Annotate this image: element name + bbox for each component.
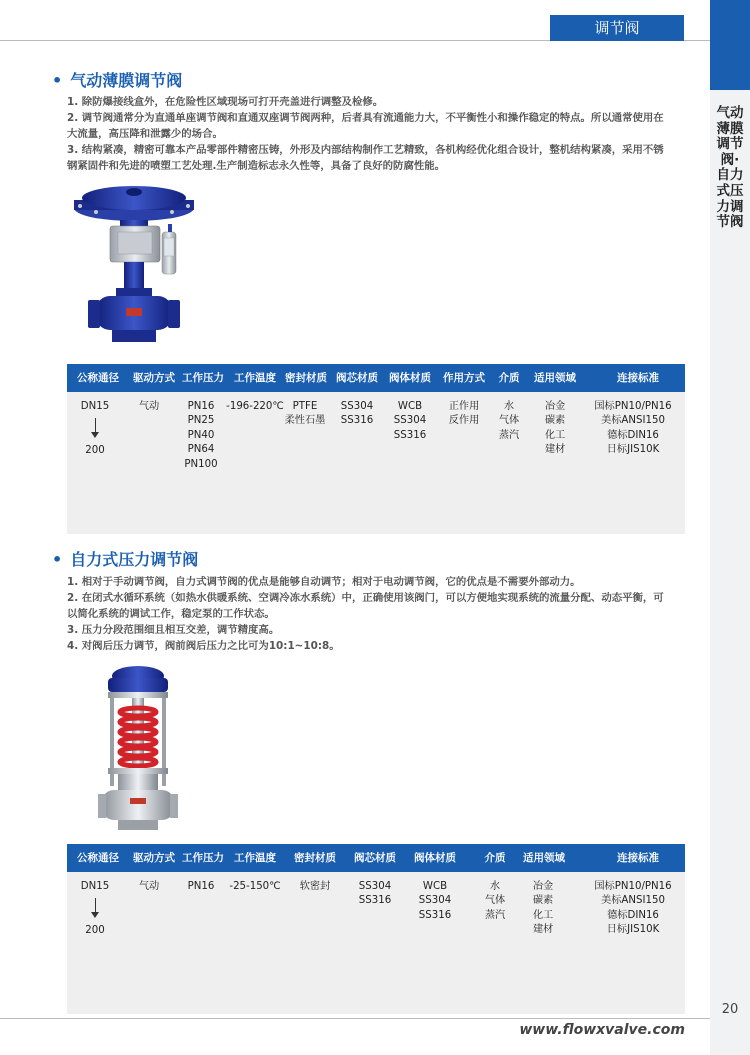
spec-table-pneumatic xyxy=(67,364,685,534)
size-from: DN15 xyxy=(80,401,110,412)
drive-values: 气动 xyxy=(138,881,160,892)
header-cell: 介质 xyxy=(484,852,506,864)
seal-values: PTFE 柔性石墨 xyxy=(284,401,326,427)
description-line: 3. 结构紧凑，精密可靠本产品零部件精密压铸，外形及内部结构制作工艺精致，各机构经优化组合设计，整机结构紧凑，采用不锈钢紧固件和先进的喷塑工艺处理.生产制造标志永久性等，具备了良好的防腐性能。 xyxy=(67,144,664,172)
header-cell: 工作压力 xyxy=(182,372,224,384)
size-to: 200 xyxy=(85,925,105,936)
section-description-pneumatic xyxy=(67,94,667,174)
header-cell: 工作温度 xyxy=(234,372,276,384)
header-cell: 连接标准 xyxy=(617,852,659,864)
range-arrow-line xyxy=(95,418,96,432)
side-strip-accent xyxy=(710,0,750,90)
website-url[interactable]: www.flowxvalve.com xyxy=(519,1022,685,1038)
bullet-icon: • xyxy=(52,71,63,90)
footer-divider xyxy=(0,1018,710,1019)
header-cell: 密封材质 xyxy=(285,372,327,384)
medium-values: 水 气体 蒸汽 xyxy=(484,881,506,921)
header-cell: 工作温度 xyxy=(234,852,276,864)
arrow-down-icon xyxy=(91,912,99,918)
description-line: 4. 对阀后压力调节，阀前阀后压力之比可为10:1~10:8。 xyxy=(67,640,340,652)
core-values: SS304 SS316 xyxy=(340,401,374,427)
size-to: 200 xyxy=(85,445,105,456)
header-cell: 阀芯材质 xyxy=(354,852,396,864)
category-tab: 调节阀 xyxy=(550,15,684,41)
core-values: SS304 SS316 xyxy=(358,881,392,907)
standard-values: 国标PN10/PN16 美标ANSI150 德标DIN16 日标JIS10K xyxy=(594,881,672,936)
self-operated-pressure-valve-image xyxy=(98,664,178,834)
header-cell: 公称通径 xyxy=(77,372,119,384)
field-values: 冶金 碳素 化工 建材 xyxy=(532,881,554,936)
medium-values: 水 气体 蒸汽 xyxy=(498,401,520,441)
body-values: WCB SS304 SS316 xyxy=(418,881,452,921)
temperature-values: -25-150℃ xyxy=(229,881,281,892)
drive-values: 气动 xyxy=(138,401,160,412)
pressure-values: PN16 xyxy=(187,881,215,892)
section-title-pneumatic: • 气动薄膜调节阀 xyxy=(52,71,183,90)
section-description-self-operated xyxy=(67,574,667,654)
header-cell: 密封材质 xyxy=(294,852,336,864)
description-line: 1. 除防爆接线盒外，在危险性区域现场可打开壳盖进行调整及检修。 xyxy=(67,96,384,108)
header-cell: 公称通径 xyxy=(77,852,119,864)
body-values: WCB SS304 SS316 xyxy=(393,401,427,441)
standard-values: 国标PN10/PN16 美标ANSI150 德标DIN16 日标JIS10K xyxy=(594,401,672,456)
pneumatic-diaphragm-valve-image xyxy=(66,182,206,352)
header-cell: 阀体材质 xyxy=(414,852,456,864)
page-number: 20 xyxy=(721,1002,739,1017)
header-cell: 连接标准 xyxy=(617,372,659,384)
description-line: 2. 调节阀通常分为直通单座调节阀和直通双座调节阀两种，后者具有流通能力大，不平衡性小和操作稳定的特点。所以通常使用在大流量，高压降和泄露少的场合。 xyxy=(67,112,664,140)
header-cell: 适用领域 xyxy=(534,372,576,384)
description-line: 1. 相对于手动调节阀，自力式调节阀的优点是能够自动调节；相对于电动调节阀，它的优点是不需要外部动力。 xyxy=(67,576,581,588)
header-cell: 驱动方式 xyxy=(133,372,175,384)
vertical-title: 气动薄膜调节阀·自力式压力调节阀 xyxy=(716,105,744,231)
size-from: DN15 xyxy=(80,881,110,892)
arrow-down-icon xyxy=(91,432,99,438)
pressure-values: PN16 PN25 PN40 PN64 PN100 xyxy=(184,401,218,470)
header-cell: 阀体材质 xyxy=(389,372,431,384)
header-cell: 适用领域 xyxy=(523,852,565,864)
table-header-row xyxy=(67,364,685,392)
header-cell: 驱动方式 xyxy=(133,852,175,864)
header-cell: 阀芯材质 xyxy=(336,372,378,384)
description-line: 2. 在闭式水循环系统（如热水供暖系统、空调冷冻水系统）中，正确使用该阀门，可以方便地实现系统的流量分配、动态平衡，可以简化系统的调试工作，稳定泵的工作状态。 xyxy=(67,592,664,620)
action-values: 正作用 反作用 xyxy=(448,401,480,427)
field-values: 冶金 碳素 化工 建材 xyxy=(544,401,566,456)
header-cell: 介质 xyxy=(498,372,520,384)
description-line: 3. 压力分段范围细且相互交差，调节精度高。 xyxy=(67,624,280,636)
table-header-row xyxy=(67,844,685,872)
spec-table-self-operated xyxy=(67,844,685,1014)
header-cell: 作用方式 xyxy=(443,372,485,384)
range-arrow-line xyxy=(95,898,96,912)
seal-values: 软密封 xyxy=(299,881,331,892)
section-title-self-operated: • 自力式压力调节阀 xyxy=(52,550,199,569)
temperature-values: -196-220℃ xyxy=(226,401,284,412)
bullet-icon: • xyxy=(52,550,63,569)
header-cell: 工作压力 xyxy=(182,852,224,864)
